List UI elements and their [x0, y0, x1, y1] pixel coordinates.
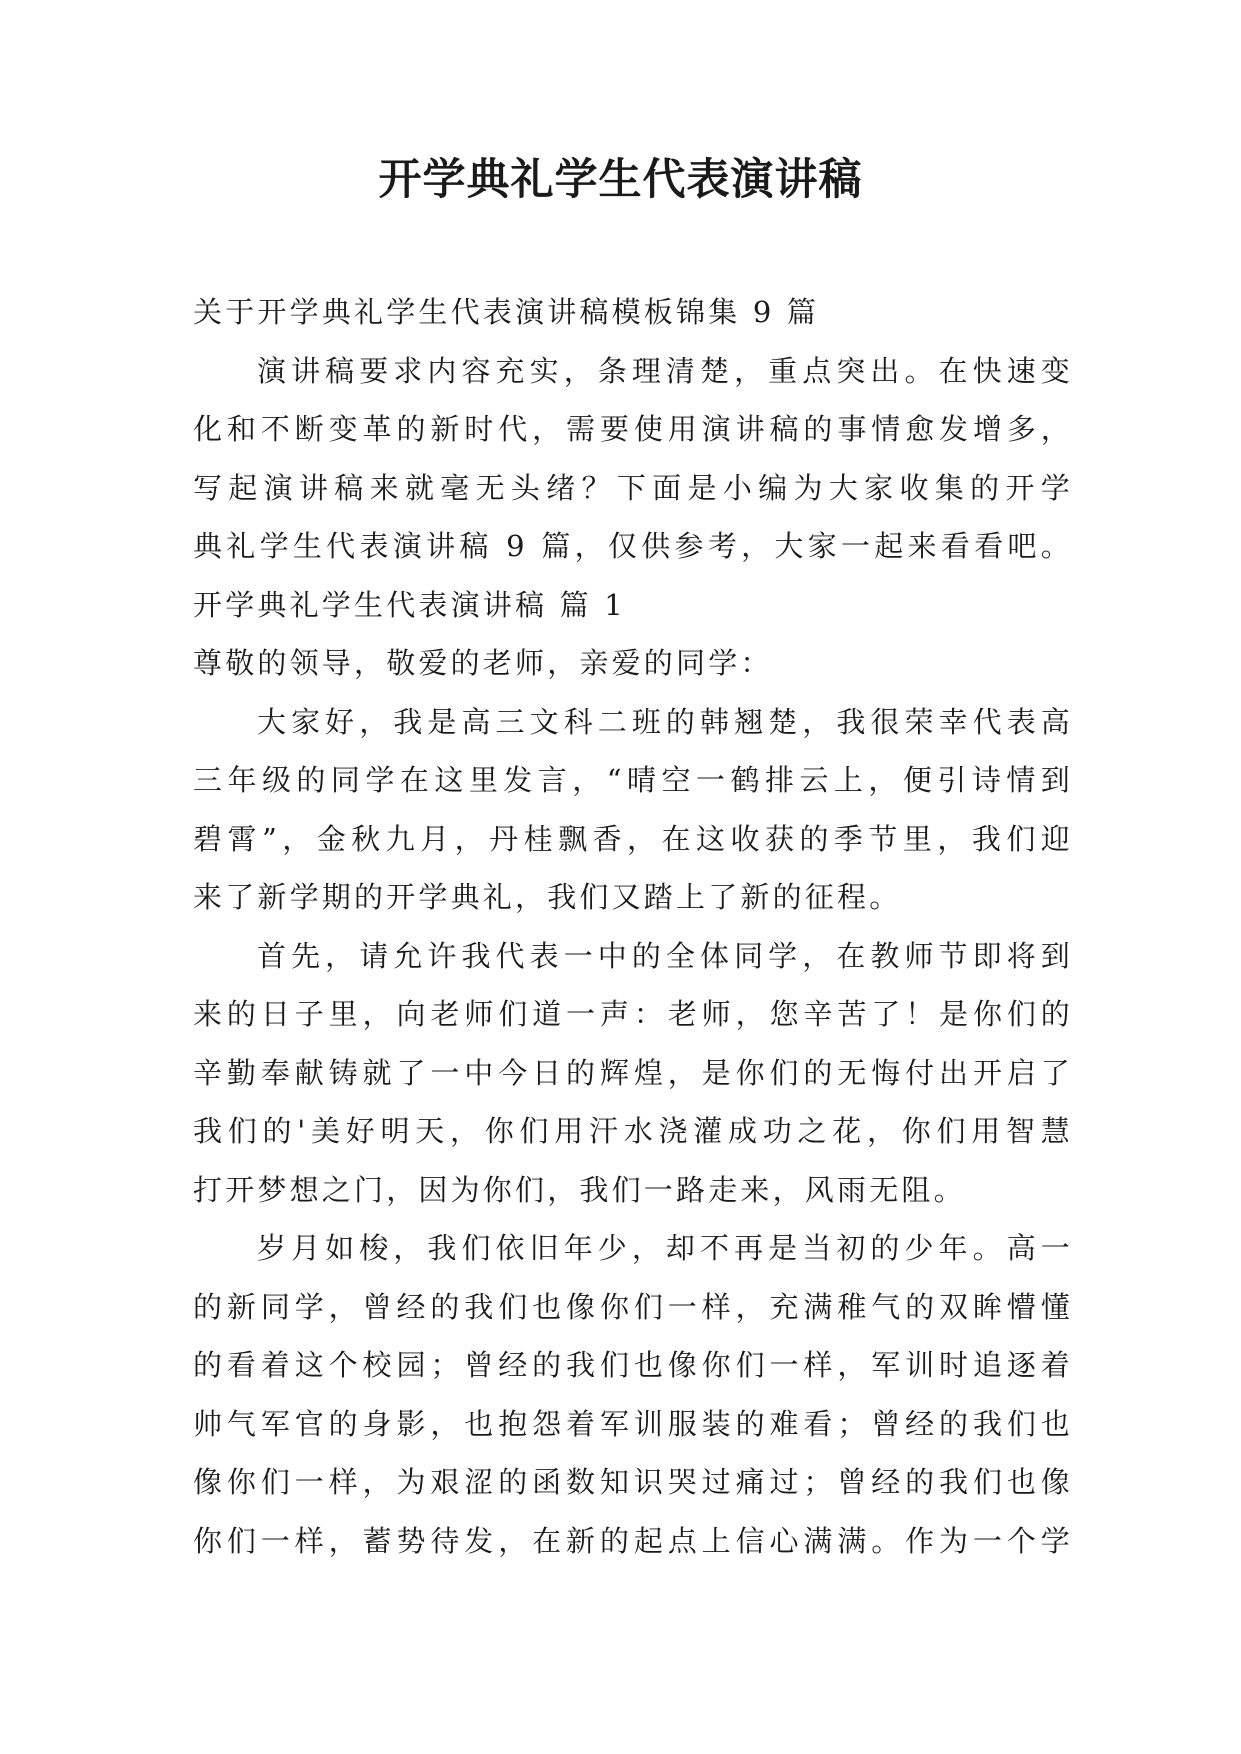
- body-line: 开学典礼学生代表演讲稿 篇 1: [193, 587, 626, 622]
- body-line: 帅气军官的身影，也抱怨着军训服装的难看；曾经的我们也: [193, 1406, 1073, 1441]
- body-line: 来的日子里，向老师们道一声：老师，您辛苦了！是你们的: [193, 997, 1073, 1031]
- body-line: 我们的'美好明天，你们用汗水浇灌成功之花，你们用智慧: [193, 1114, 1073, 1148]
- body-line: 关于开学典礼学生代表演讲稿模板锦集 9 篇: [193, 295, 820, 329]
- body-line: 化和不断变革的新时代，需要使用演讲稿的事情愈发增多，: [193, 412, 1073, 446]
- body-line: 首先，请允许我代表一中的全体同学，在教师节即将到: [257, 938, 1073, 973]
- body-line: 辛勤奉献铸就了一中今日的辉煌，是你们的无悔付出开启了: [193, 1055, 1073, 1090]
- body-line: 大家好，我是高三文科二班的韩翘楚，我很荣幸代表高: [257, 704, 1073, 739]
- body-line: 来了新学期的开学典礼，我们又踏上了新的征程。: [193, 880, 902, 914]
- body-line: 典礼学生代表演讲稿 9 篇，仅供参考，大家一起来看看吧。: [193, 529, 1073, 563]
- document-body: [193, 283, 1073, 1570]
- body-line: 你们一样，蓄势待发，在新的起点上信心满满。作为一个学: [193, 1523, 1073, 1558]
- body-line: 的新同学，曾经的我们也像你们一样，充满稚气的双眸懵懂: [193, 1289, 1073, 1324]
- body-line: 岁月如梭，我们依旧年少，却不再是当初的少年。高一: [257, 1231, 1073, 1265]
- body-line: 的看着这个校园；曾经的我们也像你们一样，军训时追逐着: [193, 1348, 1073, 1382]
- document-title: 开学典礼学生代表演讲稿: [378, 155, 863, 205]
- body-line: 写起演讲稿来就毫无头绪？下面是小编为大家收集的开学: [193, 470, 1073, 505]
- body-line: 像你们一样，为艰涩的函数知识哭过痛过；曾经的我们也像: [193, 1465, 1073, 1499]
- body-line: 打开梦想之门，因为你们，我们一路走来，风雨无阻。: [193, 1172, 966, 1207]
- body-line: 尊敬的领导，敬爱的老师，亲爱的同学：: [193, 646, 773, 680]
- body-line: 演讲稿要求内容充实，条理清楚，重点突出。在快速变: [257, 353, 1073, 388]
- body-line: 三年级的同学在这里发言，“晴空一鹤排云上，便引诗情到: [193, 763, 1073, 797]
- body-line: 碧霄”，金秋九月，丹桂飘香，在这收获的季节里，我们迎: [193, 821, 1073, 856]
